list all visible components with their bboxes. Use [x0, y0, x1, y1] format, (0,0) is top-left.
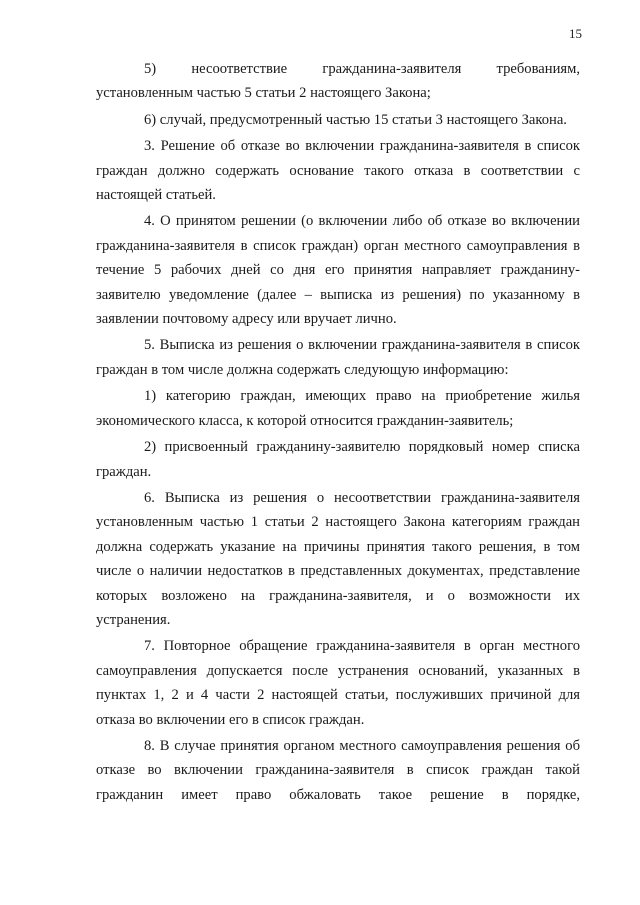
paragraph-4-notification: 4. О принятом решении (о включении либо об отказе во включении гражданина-заявителя в список граждан) орган местного самоуправления в течение 5 рабочих дней со дня его принятия направляет гражданину-заявителю уведомление (далее – выписка из решения) по указанному в заявлении почтовому адресу или вручает лично. [96, 213, 580, 328]
paragraph-8-appeal: 8. В случае принятия органом местного самоуправления решения об отказе во включении гражданина-заявителя в список граждан такой гражданин имеет право обжаловать такое решение в порядке, [96, 737, 580, 803]
page-number: 15 [569, 26, 582, 41]
paragraph-3-refusal-grounds: 3. Решение об отказе во включении гражданина-заявителя в список граждан должно содержать основание такого отказа в соответствии с настоящей статьей. [96, 138, 580, 204]
document-body [96, 57, 580, 807]
paragraph-extract-item-1: 1) категорию граждан, имеющих право на приобретение жилья экономического класса, к которой относится гражданин-заявитель; [96, 388, 580, 429]
paragraph-extract-item-2: 2) присвоенный гражданину-заявителю порядковый номер списка граждан. [96, 439, 580, 480]
paragraph-5-extract-content: 5. Выписка из решения о включении гражданина-заявителя в список граждан в том числе должна содержать следующую информацию: [96, 337, 580, 378]
paragraph-7-repeat-application: 7. Повторное обращение гражданина-заявителя в орган местного самоуправления допускается после устранения оснований, указанных в пунктах 1, 2 и 4 части 2 настоящей статьи, послуживших причиной для отказа во включении его в список граждан. [96, 638, 580, 728]
paragraph-item-6-case: 6) случай, предусмотренный частью 15 статьи 3 настоящего Закона. [144, 111, 567, 128]
paragraph-item-5-requirements: 5) несоответствие гражданина-заявителя требованиям, установленным частью 5 статьи 2 настоящего Закона; [96, 61, 580, 102]
paragraph-6-nonconformity: 6. Выписка из решения о несоответствии гражданина-заявителя установленным частью 1 статьи 2 настоящего Закона категориям граждан должна содержать указание на причины принятия такого решения, в том числе о наличии недостатков в представленных документах, представление которых возложено на гражданина-заявителя, и о возможности их устранения. [96, 489, 580, 628]
